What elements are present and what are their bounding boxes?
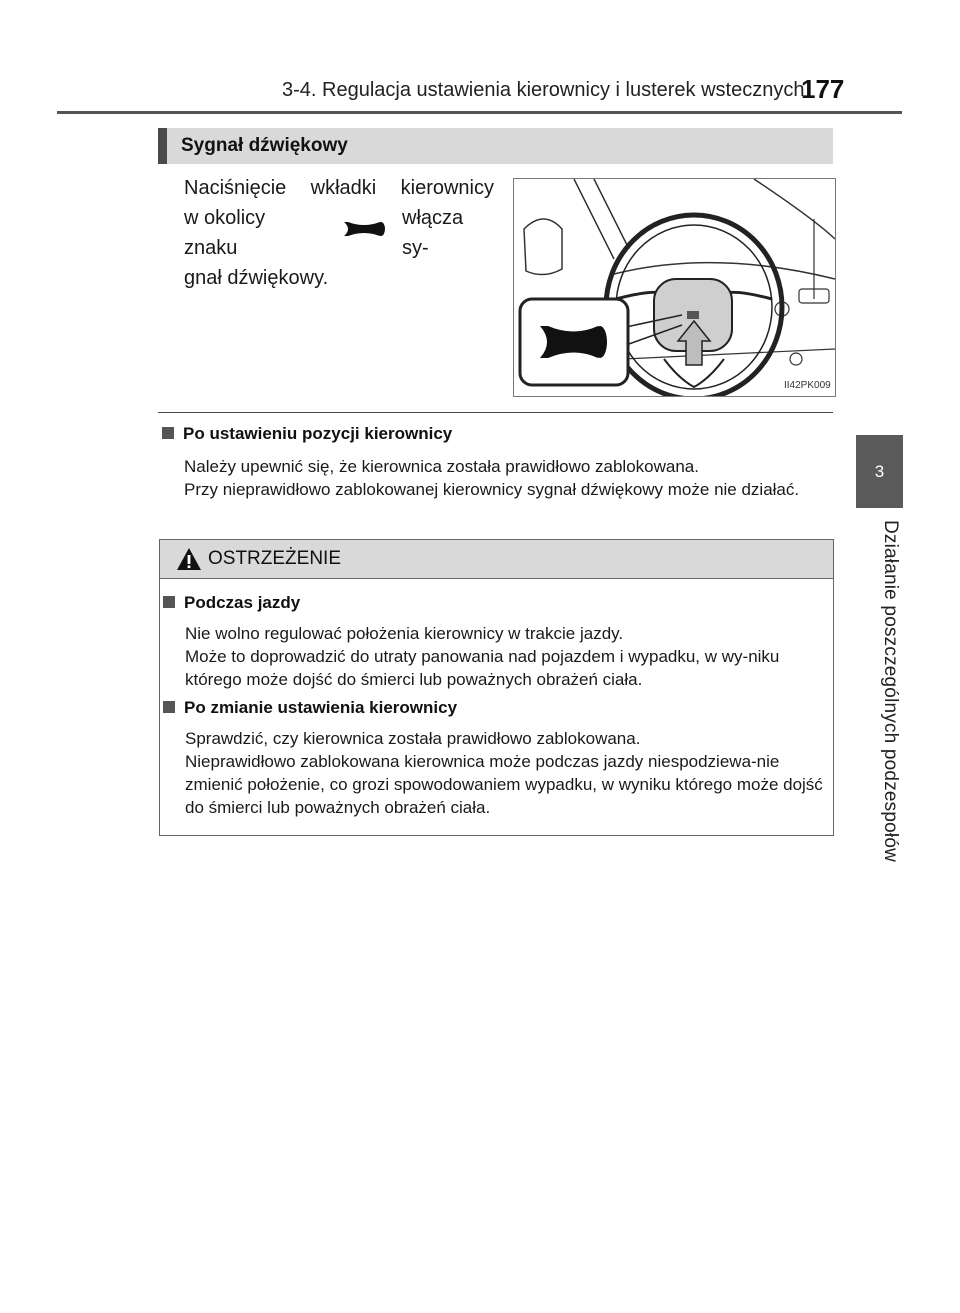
steering-wheel-illustration <box>513 178 836 397</box>
warning-item-body <box>185 727 825 819</box>
warning-line: Nieprawidłowo zablokowana kierownica może podczas jazdy niespodziewa-nie zmienić położenie, co grozi spowodowaniem wypadku, w wyniku którego może dojść do śmierci lub poważnych obrażeń ciała. <box>185 752 823 817</box>
warning-item-heading <box>163 698 457 718</box>
warning-title: OSTRZEŻENIE <box>208 548 342 569</box>
figure-code: II42PK009 <box>784 380 831 391</box>
running-header-title: 3-4. Regulacja ustawienia kierownicy i lusterek wstecznych <box>282 79 805 101</box>
steering-wheel-drawing <box>514 179 835 396</box>
note-heading <box>162 424 452 444</box>
page-number: 177 <box>801 74 845 104</box>
bullet-square-icon <box>162 427 174 439</box>
intro-text <box>184 173 494 293</box>
header-divider <box>57 111 902 114</box>
intro-word: wkładki <box>310 177 377 199</box>
warning-item-heading-text: Po zmianie ustawienia kierownicy <box>184 698 458 717</box>
warning-item-body <box>185 622 825 691</box>
bullet-square-icon <box>163 596 175 608</box>
warning-item-heading-text: Podczas jazdy <box>184 593 301 612</box>
note-heading-text: Po ustawieniu pozycji kierownicy <box>183 424 453 443</box>
chapter-tab <box>856 435 903 508</box>
note-line: Należy upewnić się, że kierownica została prawidłowo zablokowana. <box>184 457 699 476</box>
intro-line-1 <box>184 173 494 203</box>
intro-line-2-before: w okolicy znaku <box>184 207 266 259</box>
chapter-label: Działanie poszczególnych podzespołów <box>880 520 901 863</box>
chapter-number: 3 <box>874 461 885 481</box>
section-divider <box>158 412 833 413</box>
warning-header <box>160 540 833 579</box>
warning-triangle-icon <box>176 547 202 571</box>
warning-line: Nie wolno regulować położenia kierownicy w trakcie jazdy. <box>185 624 624 643</box>
bullet-square-icon <box>163 701 175 713</box>
horn-icon <box>342 218 386 249</box>
warning-box <box>159 539 834 836</box>
intro-line-2-after: włącza sy- <box>402 207 464 259</box>
warning-line: Sprawdzić, czy kierownica została prawidłowo zablokowana. <box>185 729 641 748</box>
section-heading <box>158 128 833 164</box>
note-line: Przy nieprawidłowo zablokowanej kierownicy sygnał dźwiękowy może nie działać. <box>184 480 800 499</box>
section-title: Sygnał dźwiękowy <box>181 135 348 156</box>
note-body <box>184 455 832 501</box>
intro-line-2 <box>184 203 494 263</box>
section-heading-bar <box>158 128 167 164</box>
intro-word: Naciśnięcie <box>184 177 287 199</box>
warning-item-heading <box>163 593 300 613</box>
warning-line: Może to doprowadzić do utraty panowania nad pojazdem i wypadku, w wy-niku którego może dojść do śmierci lub poważnych obrażeń ciała. <box>185 647 780 689</box>
intro-word: kierownicy <box>400 177 494 199</box>
intro-line-3: gnał dźwiękowy. <box>184 267 329 289</box>
